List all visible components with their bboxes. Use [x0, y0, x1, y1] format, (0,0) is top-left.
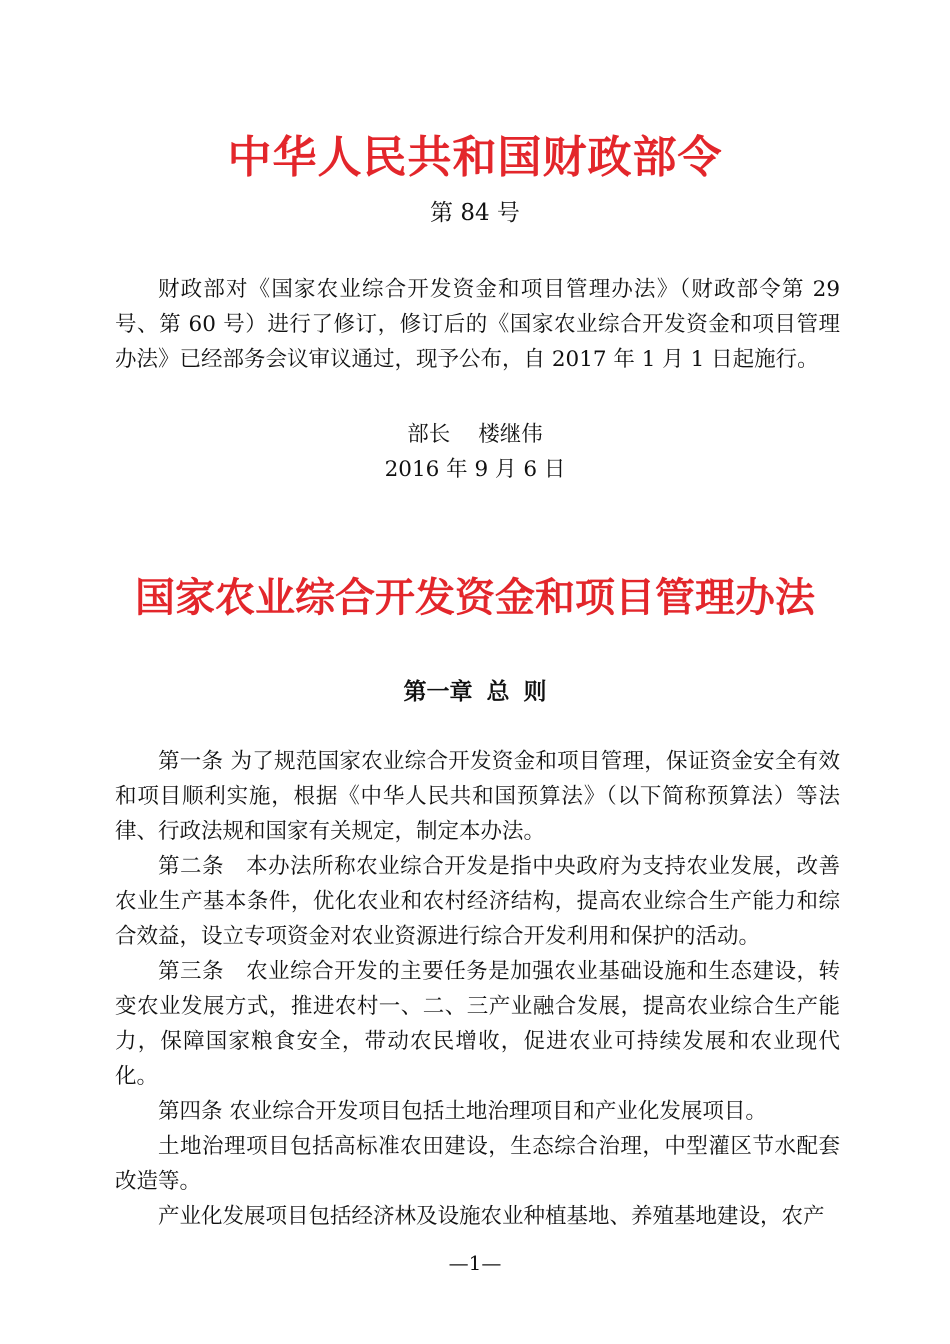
article-paragraph: 第一条 为了规范国家农业综合开发资金和项目管理，保证资金安全有效和项目顺利实施，根据《中华人民共和国预算法》（以下简称预算法）等法律、行政法规和国家有关规定，制定本办法。 [115, 749, 840, 844]
article-paragraph: 产业化发展项目包括经济林及设施农业种植基地、养殖基地建设，农产 [158, 1204, 825, 1229]
minister-name: 楼继伟 [478, 422, 543, 447]
minister-title: 部长 [407, 422, 451, 447]
article-paragraph: 土地治理项目包括高标准农田建设，生态综合治理，中型灌区节水配套改造等。 [115, 1134, 840, 1194]
decree-intro [115, 272, 840, 377]
article-paragraph: 第四条 农业综合开发项目包括土地治理项目和产业化发展项目。 [158, 1099, 767, 1124]
intro-paragraph: 财政部对《国家农业综合开发资金和项目管理办法》（财政部令第 29 号、第 60 号）进行了修订，修订后的《国家农业综合开发资金和项目管理办法》已经部务会议审议通过，现予公布，自 2017 年 1 月 1 日起施行。 [115, 277, 840, 372]
minister-signature [0, 418, 950, 452]
articles-body [115, 744, 840, 1234]
decree-title: 中华人民共和国财政部令 [227, 132, 723, 183]
chapter-title: 第一章 总 则 [403, 679, 547, 705]
decree-number: 第 84 号 [430, 200, 520, 226]
signing-date: 2016 年 9 月 6 日 [384, 457, 566, 482]
article-paragraph: 第二条 本办法所称农业综合开发是指中央政府为支持农业发展，改善农业生产基本条件，优化农业和农村经济结构，提高农业综合生产能力和综合效益，设立专项资金对农业资源进行综合开发利用和保护的活动。 [115, 854, 840, 949]
page-number: —1— [448, 1251, 502, 1275]
measures-title: 国家农业综合开发资金和项目管理办法 [135, 575, 815, 621]
article-paragraph: 第三条 农业综合开发的主要任务是加强农业基础设施和生态建设，转变农业发展方式，推进农村一、二、三产业融合发展，提高农业综合生产能力，保障国家粮食安全，带动农民增收，促进农业可持续发展和农业现代化。 [115, 959, 840, 1089]
